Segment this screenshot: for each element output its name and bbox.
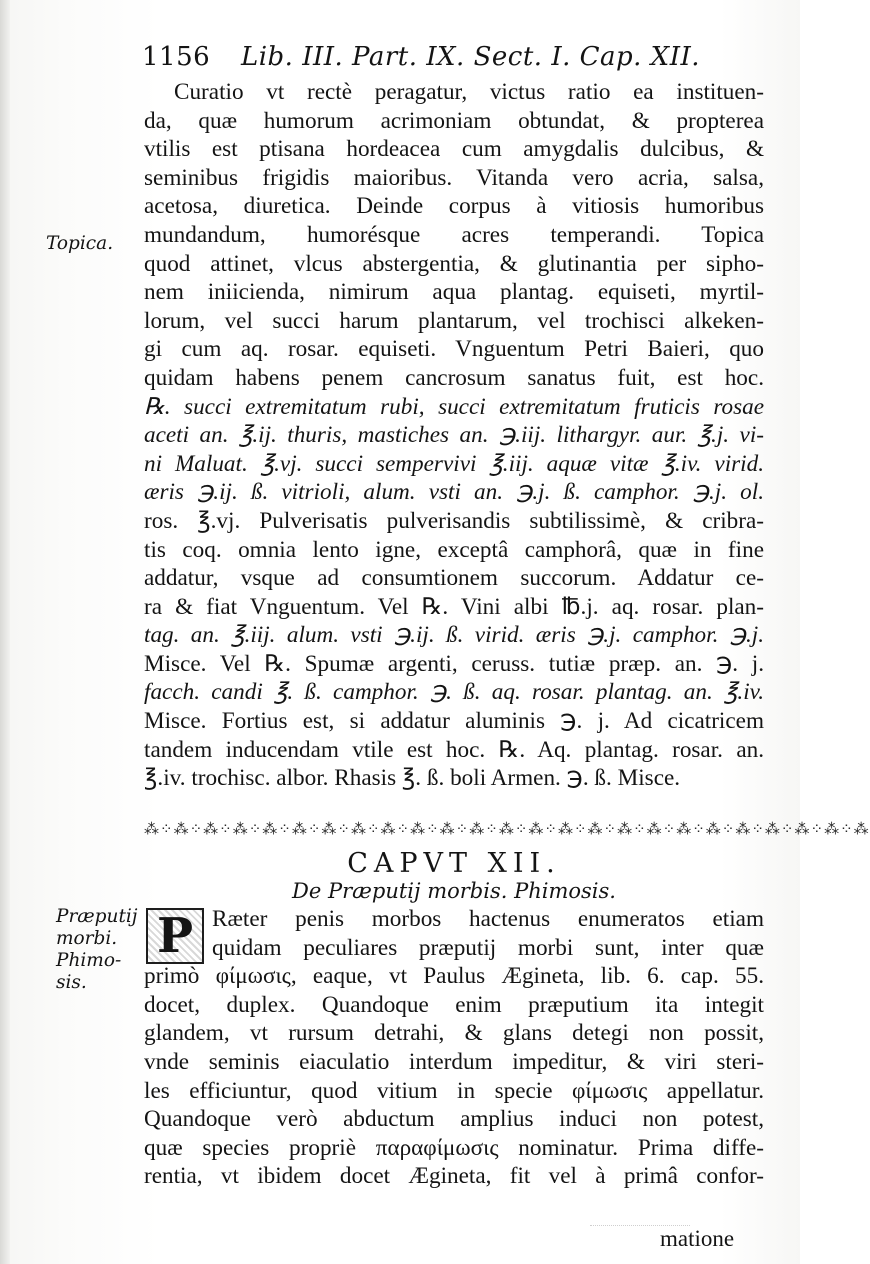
- recipe-line: aceti an. ℥.ij. thuris, mastiches an. ℈.iij. lithargyr. aur. ℥.j. vi-: [144, 422, 764, 449]
- recipe-line: tag. an. ℥.iij. alum. vsti ℈.ij. ß. virid. æris ℈.j. camphor. ℈.j.: [144, 622, 764, 649]
- text-line: tandem inducendam vtile est hoc. ℞. Aq. plantag. rosar. an.: [144, 736, 764, 763]
- margin-note-line: morbi.: [56, 928, 118, 949]
- text-line: quidam habens penem cancrosum sanatus fuit, est hoc.: [144, 364, 764, 391]
- page-number: 1156: [142, 42, 211, 72]
- margin-note-topica: Topica.: [46, 233, 114, 254]
- text-line: vnde seminis eiaculatio interdum impeditur, & viri steri-: [144, 1048, 764, 1075]
- text-line: quidam peculiares præputij morbi sunt, inter quæ: [212, 934, 764, 961]
- text-line: nem iniicienda, nimirum aqua plantag. equiseti, myrtil-: [144, 279, 764, 306]
- text-line: quod attinet, vlcus abstergentia, & glutinantia per sipho-: [144, 250, 764, 277]
- main-text-block: [144, 78, 764, 793]
- text-line: les efficiuntur, quod vitium in specie φίμωσις appellatur.: [144, 1077, 764, 1104]
- text-line: addatur, vsque ad consumtionem succorum. Addatur ce-: [144, 565, 764, 592]
- running-header: [142, 42, 772, 82]
- text-line: gi cum aq. rosar. equiseti. Vnguentum Petri Baieri, quo: [144, 336, 764, 363]
- text-line: lorum, vel succi harum plantarum, vel trochisci alkeken-: [144, 307, 764, 334]
- text-line: acetosa, diuretica. Deinde corpus à vitiosis humoribus: [144, 193, 764, 220]
- chapter-subtitle: De Præputij morbis. Phimosis.: [292, 879, 616, 903]
- margin-note-praeputij: [56, 906, 136, 994]
- margin-note-line: Phimo-: [56, 950, 122, 971]
- text-line: rentia, vt ibidem docet Æginetа, fit vel à primâ confor-: [144, 1163, 764, 1190]
- text-line: Quandoque verò abductum amplius induci non potest,: [144, 1106, 764, 1133]
- chapter-title: CAPVT XII.: [347, 848, 561, 879]
- recipe-line: æris ℈.ij. ß. vitrioli, alum. vsti an. ℈.j. ß. camphor. ℈.j. ol.: [144, 479, 764, 506]
- text-line: ra & fiat Vnguentum. Vel ℞. Vini albi ℔.j. aq. rosar. plan-: [144, 593, 764, 620]
- text-line: da, quæ humorum acrimoniam obtundat, & propterea: [144, 107, 764, 134]
- book-gutter: [0, 0, 10, 1264]
- text-line: Ræter penis morbos hactenus enumeratos etiam: [212, 906, 764, 932]
- text-line: glandem, vt rursum detrahi, & glans detegi non possit,: [144, 1020, 764, 1047]
- drop-cap: P: [146, 908, 204, 964]
- recipe-line: ni Maluat. ℥.vj. succi sempervivi ℥.iij. aquæ vitæ ℥.iv. virid.: [144, 450, 764, 477]
- running-title: Lib. III. Part. IX. Sect. I. Cap. XII.: [240, 42, 700, 72]
- text-line: seminibus frigidis maioribus. Vitanda vero acria, salsa,: [144, 164, 764, 191]
- text-line: ℥.iv. trochisc. albor. Rhasis ℥. ß. boli Armen. ℈. ß. Misce.: [144, 765, 681, 792]
- text-line: ros. ℥.vj. Pulverisatis pulverisandis subtilissimè, & cribra-: [144, 507, 764, 534]
- ornament-rule: ⁂⁘⁂⁘⁂⁘⁂⁘⁂⁘⁂⁘⁂⁘⁂⁘⁂⁘⁂⁘⁂⁘⁂⁘⁂⁘⁂⁘⁂⁘⁂⁘⁂⁘⁂⁘⁂⁘⁂⁘⁂⁘⁂⁘⁂⁘⁂⁘⁂: [144, 820, 870, 838]
- text-line: Misce. Vel ℞. Spumæ argenti, ceruss. tutiæ præp. an. ℈. j.: [144, 650, 764, 677]
- recipe-line: facch. candi ℥. ß. camphor. ℈. ß. aq. rosar. plantag. an. ℥.iv.: [144, 679, 764, 706]
- catchword: matione: [660, 1226, 735, 1251]
- text-line: tis coq. omnia lento igne, exceptâ camphorâ, quæ in fine: [144, 536, 764, 563]
- text-line: Misce. Fortius est, si addatur aluminis ℈. j. Ad cicatricem: [144, 708, 764, 735]
- text-line: mundandum, humorésque acres temperandi. Topica: [144, 221, 764, 248]
- text-line: Curatio vt rectè peragatur, victus ratio ea instituen-: [174, 79, 764, 105]
- margin-note-line: Præputij: [56, 906, 138, 927]
- recipe-line: ℞. succi extremitatum rubi, succi extremitatum fruticis rosae: [144, 393, 764, 420]
- text-line: primò φίμωσις, eaque, vt Paulus Æginetа, lib. 6. cap. 55.: [144, 963, 764, 990]
- margin-note-line: sis.: [56, 972, 87, 993]
- text-line: quæ species propriè παραφίμωσις nominatur. Prima diffe-: [144, 1134, 764, 1161]
- section-text-block: [144, 905, 764, 1191]
- text-line: docet, duplex. Quandoque enim præputium ita integit: [144, 991, 764, 1018]
- text-line: vtilis est ptisana hordeacea cum amygdalis dulcibus, &: [144, 136, 764, 163]
